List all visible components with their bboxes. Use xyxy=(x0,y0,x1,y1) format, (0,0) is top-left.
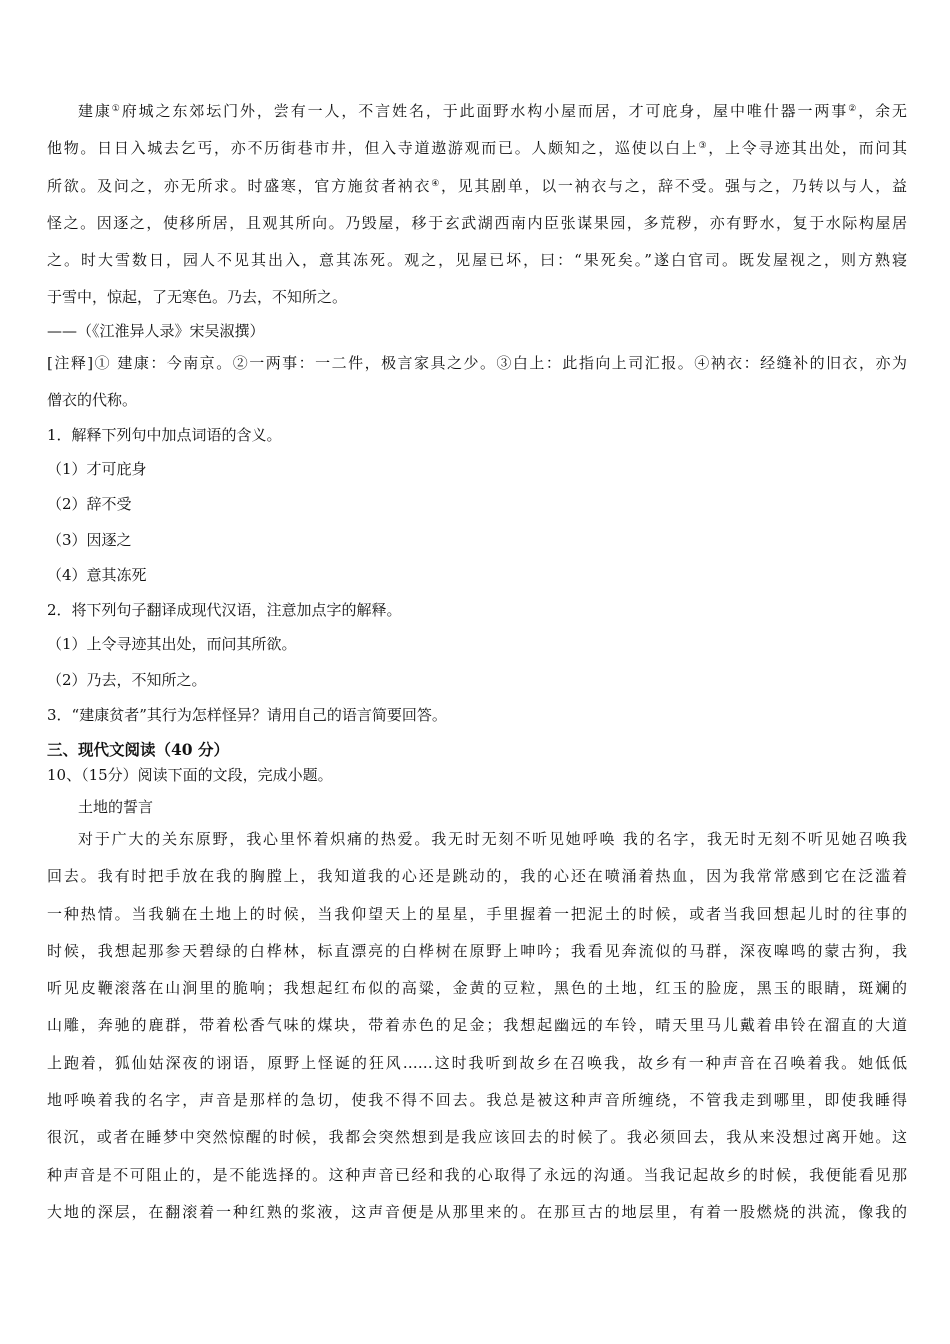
annotation-line: 僧衣的代称。 xyxy=(47,391,138,410)
essay-line: 听见皮鞭滚落在山涧里的脆响；我想起红布似的高粱，金黄的豆粒，黑色的土地，红玉的脸庞，黑玉的眼睛，斑斓的 xyxy=(47,979,907,998)
question-1-item: （3）因逐之 xyxy=(47,531,132,549)
section-heading: 三、现代文阅读（40 分） xyxy=(47,740,229,759)
source-citation: ——（《江淮异人录》宋吴淑撰） xyxy=(47,322,265,340)
essay-line: 回去。我有时把手放在我的胸膛上，我知道我的心还是跳动的，我的心还在喷涌着热血，因为我常常感到它在泛滥着 xyxy=(47,867,907,886)
essay-line: 一种热情。当我躺在土地上的时候，当我仰望天上的星星，手里握着一把泥土的时候，或者当我回想起儿时的往事的 xyxy=(47,904,907,923)
essay-line: 地呼唤着我的名字，声音是那样的急切，使我不得不回去。我总是被这种声音所缠绕，不管我走到哪里，即使我睡得 xyxy=(47,1091,907,1110)
passage-line: 建康①府城之东郊坛门外，尝有一人，不言姓名，于此面野水构小屋而居，才可庇身，屋中唯什器一两事②，余无 xyxy=(78,102,907,120)
annotation-line: [注释]① 建康：今南京。②一两事：一二件，极言家具之少。③白上：此指向上司汇报。④衲衣：经缝补的旧衣，亦为 xyxy=(47,354,907,372)
question-1: 1．解释下列句中加点词语的含义。 xyxy=(47,426,282,444)
question-2-item: （1）上令寻迹其出处，而问其所欲。 xyxy=(47,635,297,653)
footnote-marker: ④ xyxy=(431,178,441,189)
essay-line: 对于广大的关东原野，我心里怀着炽痛的热爱。我无时无刻不听见她呼唤 我的名字，我无时无刻不听见她召唤我 xyxy=(78,830,907,848)
question-2: 2．将下列句子翻译成现代汉语，注意加点字的解释。 xyxy=(47,601,402,619)
essay-line: 很沉，或者在睡梦中突然惊醒的时候，我都会突然想到是我应该回去的时候了。我必须回去，我从来没想过离开她。这 xyxy=(47,1128,907,1147)
question-1-item: （2）辞不受 xyxy=(47,495,132,513)
question-3: 3．“建康贫者”其行为怎样怪异？请用自己的语言简要回答。 xyxy=(47,706,447,724)
footnote-marker: ② xyxy=(848,104,859,114)
essay-line: 上跑着，狐仙姑深夜的诩语，原野上怪诞的狂风……这时我听到故乡在召唤我，故乡有一种声音在召唤着我。她低低 xyxy=(47,1053,907,1072)
passage-line: 之。时大雪数日，园人不见其出入，意其冻死。观之，见屋已坏，曰：“果死矣。”遂白官司。既发屋视之，则方熟寝 xyxy=(47,251,907,270)
footnote-marker: ③ xyxy=(698,141,709,152)
essay-line: 种声音是不可阻止的，是不能选择的。这种声音已经和我的心取得了永远的沟通。当我记起故乡的时候，我便能看见那 xyxy=(47,1165,907,1184)
essay-line: 时候，我想起那参天碧绿的白桦林，标直漂亮的白桦树在原野上呻吟；我看见奔流似的马群，深夜嗥鸣的蒙古狗，我 xyxy=(47,941,907,960)
essay-title: 土地的誓言 xyxy=(78,798,154,816)
footnote-marker: ① xyxy=(111,104,122,114)
annotations xyxy=(47,345,907,420)
modern-essay xyxy=(47,821,907,1231)
essay-line: 大地的深层，在翻滚着一种红熟的浆液，这声音便是从那里来的。在那亘古的地层里，有着一股燃烧的洪流，像我的 xyxy=(47,1202,907,1221)
passage-line: 所欲。及问之，亦无所求。时盛寒，官方施贫者衲衣④，见其剧单，以一衲衣与之，辞不受。强与之，乃转以与人，益 xyxy=(47,176,907,195)
question-1-item: （1）才可庇身 xyxy=(47,460,147,478)
passage-line: 怪之。因逐之，使移所居，且观其所向。乃毁屋，移于玄武湖西南内臣张谋果园，多荒秽，亦有野水，复于水际构屋居 xyxy=(47,213,907,232)
question-10: 10、（15分）阅读下面的文段，完成小题。 xyxy=(47,766,333,784)
passage-line: 于雪中，惊起，了无寒色。乃去，不知所之。 xyxy=(47,288,348,307)
passage-line: 他物。日日入城去乞丐，亦不历街巷市井，但入寺道遨游观而已。人颇知之，巡使以白上③，上令寻迹其出处，而问其 xyxy=(47,139,907,158)
question-2-item: （2）乃去，不知所之。 xyxy=(47,671,207,689)
essay-line: 山雕，奔驰的鹿群，带着松香气味的煤块，带着赤色的足金；我想起幽远的车铃，晴天里马儿戴着串铃在溜直的大道 xyxy=(47,1016,907,1035)
question-1-item: （4）意其冻死 xyxy=(47,566,147,584)
classical-passage xyxy=(47,93,907,317)
